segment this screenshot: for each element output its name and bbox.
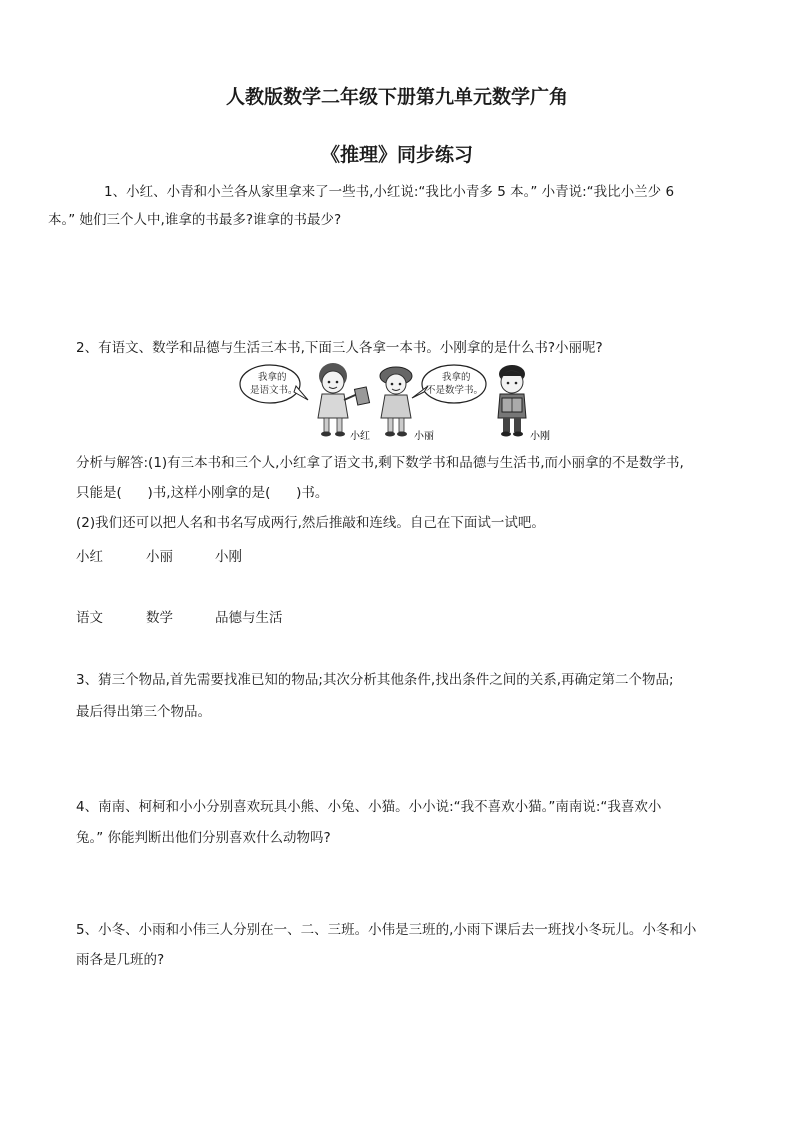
analysis-line-2: 只能是( )书,这样小刚拿的是( )书。 (76, 485, 329, 501)
question-4-line1: 4、南南、柯柯和小小分别喜欢玩具小熊、小兔、小猫。小小说:“我不喜欢小猫。”南南说:“我喜欢小 (76, 799, 662, 815)
question-5-line1: 5、小冬、小雨和小伟三人分别在一、二、三班。小伟是三班的,小雨下课后去一班找小冬玩儿。小冬和小 (76, 922, 697, 938)
question-4-line2: 兔。” 你能判断出他们分别喜欢什么动物吗? (76, 830, 331, 846)
analysis-line-1: 分析与解答:(1)有三本书和三个人,小红拿了语文书,剩下数学书和品德与生活书,而小丽拿的不是数学书, (76, 455, 684, 471)
book-item-chinese: 语文 (76, 610, 103, 626)
speech-bubble-2 (412, 365, 486, 403)
name-label-xiaogang: 小刚 (530, 431, 550, 442)
page-title: 人教版数学二年级下册第九单元数学广角 (225, 86, 568, 108)
name-item-xiaogang: 小刚 (215, 549, 242, 565)
book-item-math: 数学 (146, 610, 173, 626)
question-3-line2: 最后得出第三个物品。 (76, 704, 211, 720)
question-1-line1: 1、小红、小青和小兰各从家里拿来了一些书,小红说:“我比小青多 5 本。” 小青说:“我比小兰少 6 (104, 184, 675, 200)
girl-xiaoli-figure (380, 367, 412, 437)
bubble-2-line2: 不是数学书。 (426, 385, 484, 396)
question-3-line1: 3、猜三个物品,首先需要找准已知的物品;其次分析其他条件,找出条件之间的关系,再确定第二个物品; (76, 672, 674, 688)
speech-bubble-1 (240, 365, 308, 403)
boy-xiaogang-figure (498, 365, 526, 437)
bubble-1-line2: 是语文书。 (250, 385, 298, 396)
girl-xiaohong-figure (318, 363, 370, 437)
question-2-illustration (238, 362, 568, 446)
analysis-line-3: (2)我们还可以把人名和书名写成两行,然后推敲和连线。自己在下面试一试吧。 (76, 515, 545, 531)
name-label-xiaoli: 小丽 (414, 431, 434, 442)
question-2: 2、有语文、数学和品德与生活三本书,下面三人各拿一本书。小刚拿的是什么书?小丽呢? (76, 340, 603, 356)
question-1-line2: 本。” 她们三个人中,谁拿的书最多?谁拿的书最少? (48, 212, 342, 228)
page-subtitle: 《推理》同步练习 (320, 144, 473, 166)
book-item-morality: 品德与生活 (215, 610, 283, 626)
name-item-xiaoli: 小丽 (146, 549, 173, 565)
name-item-xiaohong: 小红 (76, 549, 103, 565)
question-5-line2: 雨各是几班的? (76, 952, 165, 968)
name-label-xiaohong: 小红 (350, 431, 370, 442)
bubble-1-line1: 我拿的 (258, 372, 287, 383)
question-1 (48, 178, 726, 234)
bubble-2-line1: 我拿的 (442, 372, 471, 383)
